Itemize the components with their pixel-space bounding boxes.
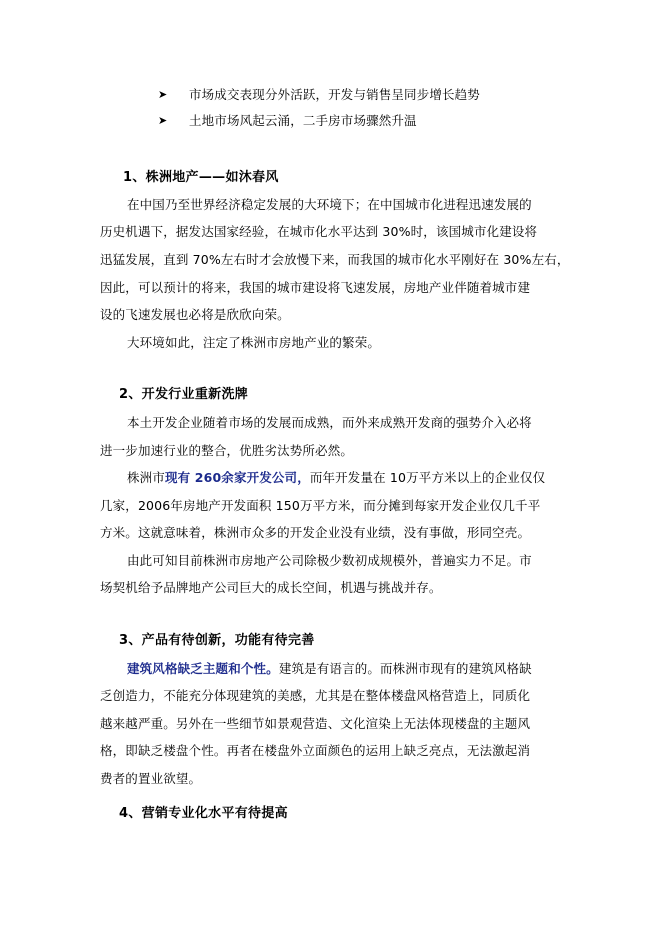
bullet-text: 土地市场风起云涌，二手房市场骤然升温 — [189, 113, 417, 128]
paragraph-line: 因此，可以预计的将来，我国的城市建设将飞速发展，房地产业伴随着城市建 — [100, 280, 531, 295]
paragraph-line: 设的飞速发展也必将是欣欣向荣。 — [100, 307, 290, 322]
highlight-text: 现有 260余家开发公司， — [164, 470, 310, 485]
section-heading: 2、开发行业重新洗牌 — [119, 387, 249, 402]
section-heading: 4、营销专业化水平有待提高 — [119, 806, 288, 821]
paragraph-line: 费者的置业欲望。 — [100, 771, 202, 786]
paragraph-line: 本土开发企业随着市场的发展而成熟，而外来成熟开发商的强势介入必将 — [127, 415, 532, 430]
paragraph-line: 格，即缺乏楼盘个性。再者在楼盘外立面颜色的运用上缺乏亮点，无法激起消 — [100, 743, 531, 758]
paragraph-line: 大环境如此，注定了株洲市房地产业的繁荣。 — [127, 335, 381, 350]
arrowhead-bullet-icon: ➤ — [158, 88, 168, 101]
paragraph-line: 在中国乃至世界经济稳定发展的大环境下；在中国城市化进程迅速发展的 — [127, 197, 532, 212]
text-rest: 建筑是有语言的。而株洲市现有的建筑风格缺 — [278, 661, 532, 676]
paragraph-line: 乏创造力，不能充分体现建筑的美感，尤其是在整体楼盘风格营造上，同质化 — [100, 688, 531, 703]
text-rest: 而年开发量在 10万平方米以上的企业仅仅 — [309, 470, 546, 485]
paragraph-line — [127, 470, 545, 486]
section-heading: 1、株洲地产——如沐春风 — [123, 170, 279, 185]
paragraph-line: 历史机遇下，据发达国家经验，在城市化水平达到 30%时，该国城市化建设将 — [100, 224, 538, 239]
bullet-text: 市场成交表现分外活跃，开发与销售呈同步增长趋势 — [189, 87, 480, 102]
paragraph-line — [127, 661, 532, 677]
section-heading: 3、产品有待创新，功能有待完善 — [119, 633, 315, 648]
paragraph-line: 迅猛发展，直到 70%左右时才会放慢下来，而我国的城市化水平刚好在 30%左右， — [100, 252, 570, 267]
highlight-text: 建筑风格缺乏主题和个性。 — [127, 661, 279, 676]
paragraph-line: 越来越严重。另外在一些细节如景观营造、文化渲染上无法体现楼盘的主题风 — [100, 716, 531, 731]
paragraph-line: 由此可知目前株洲市房地产公司除极少数初成规模外，普遍实力不足。市 — [127, 553, 532, 568]
paragraph-line: 场契机给予品牌地产公司巨大的成长空间，机遇与挑战并存。 — [100, 580, 442, 595]
arrowhead-bullet-icon: ➤ — [158, 114, 168, 127]
text-prefix: 株洲市 — [127, 470, 165, 485]
paragraph-line: 方米。这就意味着，株洲市众多的开发企业没有业绩，没有事做，形同空壳。 — [100, 525, 531, 540]
paragraph-line: 进一步加速行业的整合，优胜劣汰势所必然。 — [100, 443, 354, 458]
paragraph-line: 几家，2006年房地产开发面积 150万平方米，而分摊到每家开发企业仅几千平 — [100, 498, 541, 513]
